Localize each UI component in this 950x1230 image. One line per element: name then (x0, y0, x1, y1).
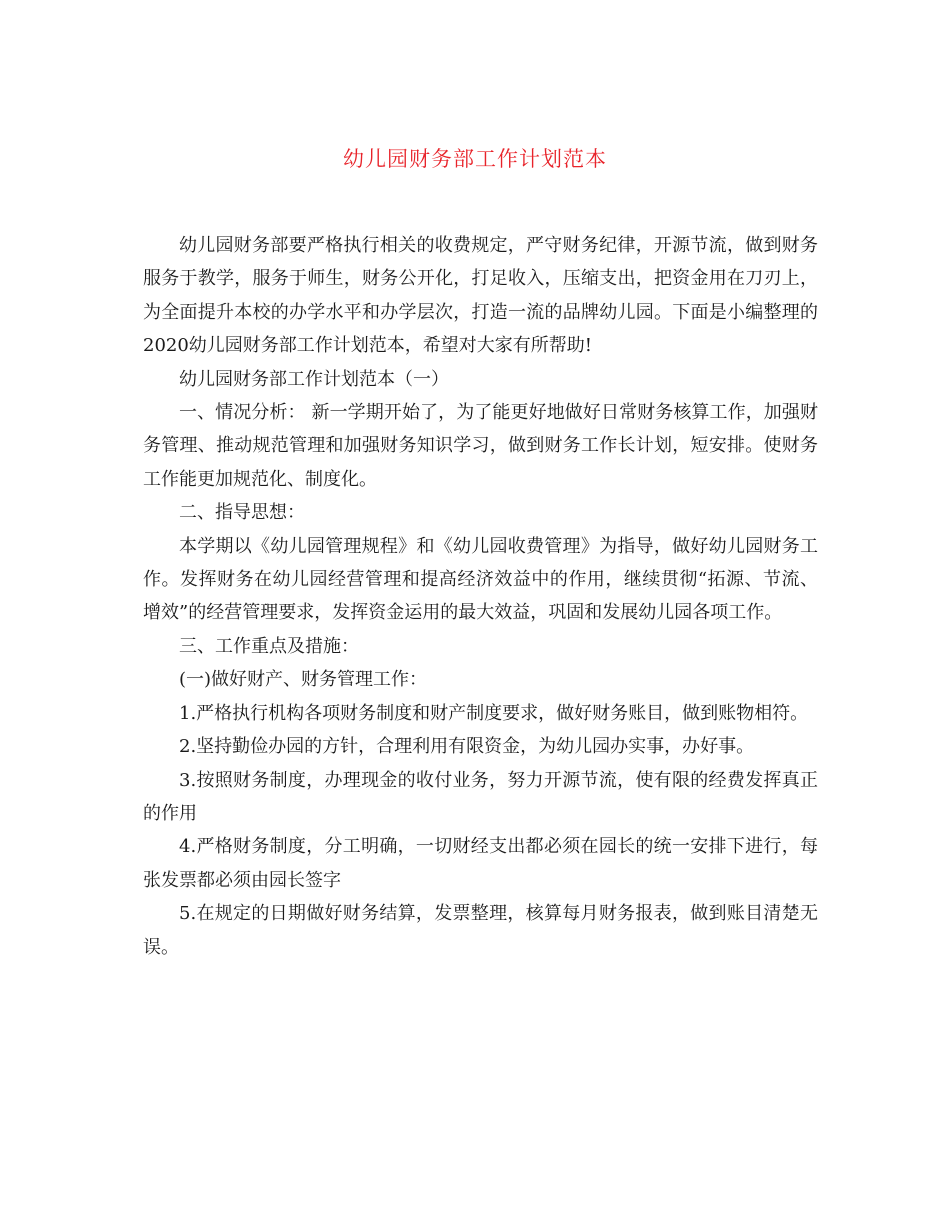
paragraph-guiding-heading: 二、指导思想： (179, 502, 305, 524)
paragraph-item-1: 1.严格执行机构各项财务制度和财产制度要求，做好财务账目，做到账物相符。 (179, 702, 809, 724)
paragraph-item-5: 5.在规定的日期做好财务结算，发票整理，核算每月财务报表，做到账目清楚无误。 (143, 903, 818, 958)
paragraph-key-points-heading: 三、工作重点及措施： (179, 635, 359, 657)
paragraph-subtitle: 幼儿园财务部工作计划范本（一） (179, 368, 449, 390)
document-body (143, 229, 818, 964)
paragraph-item-3: 3.按照财务制度，办理现金的收付业务，努力开源节流，使有限的经费发挥真正的作用 (143, 769, 818, 824)
paragraph-item-4: 4.严格财务制度，分工明确，一切财经支出都必须在园长的统一安排下进行，每张发票都必须由园长签字 (143, 836, 818, 891)
paragraph-guiding-thought: 本学期以《幼儿园管理规程》和《幼儿园收费管理》为指导，做好幼儿园财务工作。发挥财务在幼儿园经营管理和提高经济效益中的作用，继续贯彻“拓源、节流、增效”的经营管理要求，发挥资金运用的最大效益，巩固和发展幼儿园各项工作。 (143, 535, 818, 624)
paragraph-section-one-heading: (一)做好财产、财务管理工作： (179, 669, 428, 691)
paragraph-situation-analysis: 一、情况分析： 新一学期开始了，为了能更好地做好日常财务核算工作，加强财务管理、推动规范管理和加强财务知识学习，做到财务工作长计划，短安排。使财务工作能更加规范化、制度化。 (143, 402, 818, 490)
document-title: 幼儿园财务部工作计划范本 (343, 147, 607, 171)
paragraph-intro: 幼儿园财务部要严格执行相关的收费规定，严守财务纪律，开源节流，做到财务服务于教学，服务于师生，财务公开化，打足收入，压缩支出，把资金用在刀刃上，为全面提升本校的办学水平和办学层次，打造一流的品牌幼儿园。下面是小编整理的2020幼儿园财务部工作计划范本，希望对大家有所帮助! (143, 235, 818, 357)
paragraph-item-2: 2.坚持勤俭办园的方针，合理利用有限资金，为幼儿园办实事，办好事。 (179, 736, 755, 758)
